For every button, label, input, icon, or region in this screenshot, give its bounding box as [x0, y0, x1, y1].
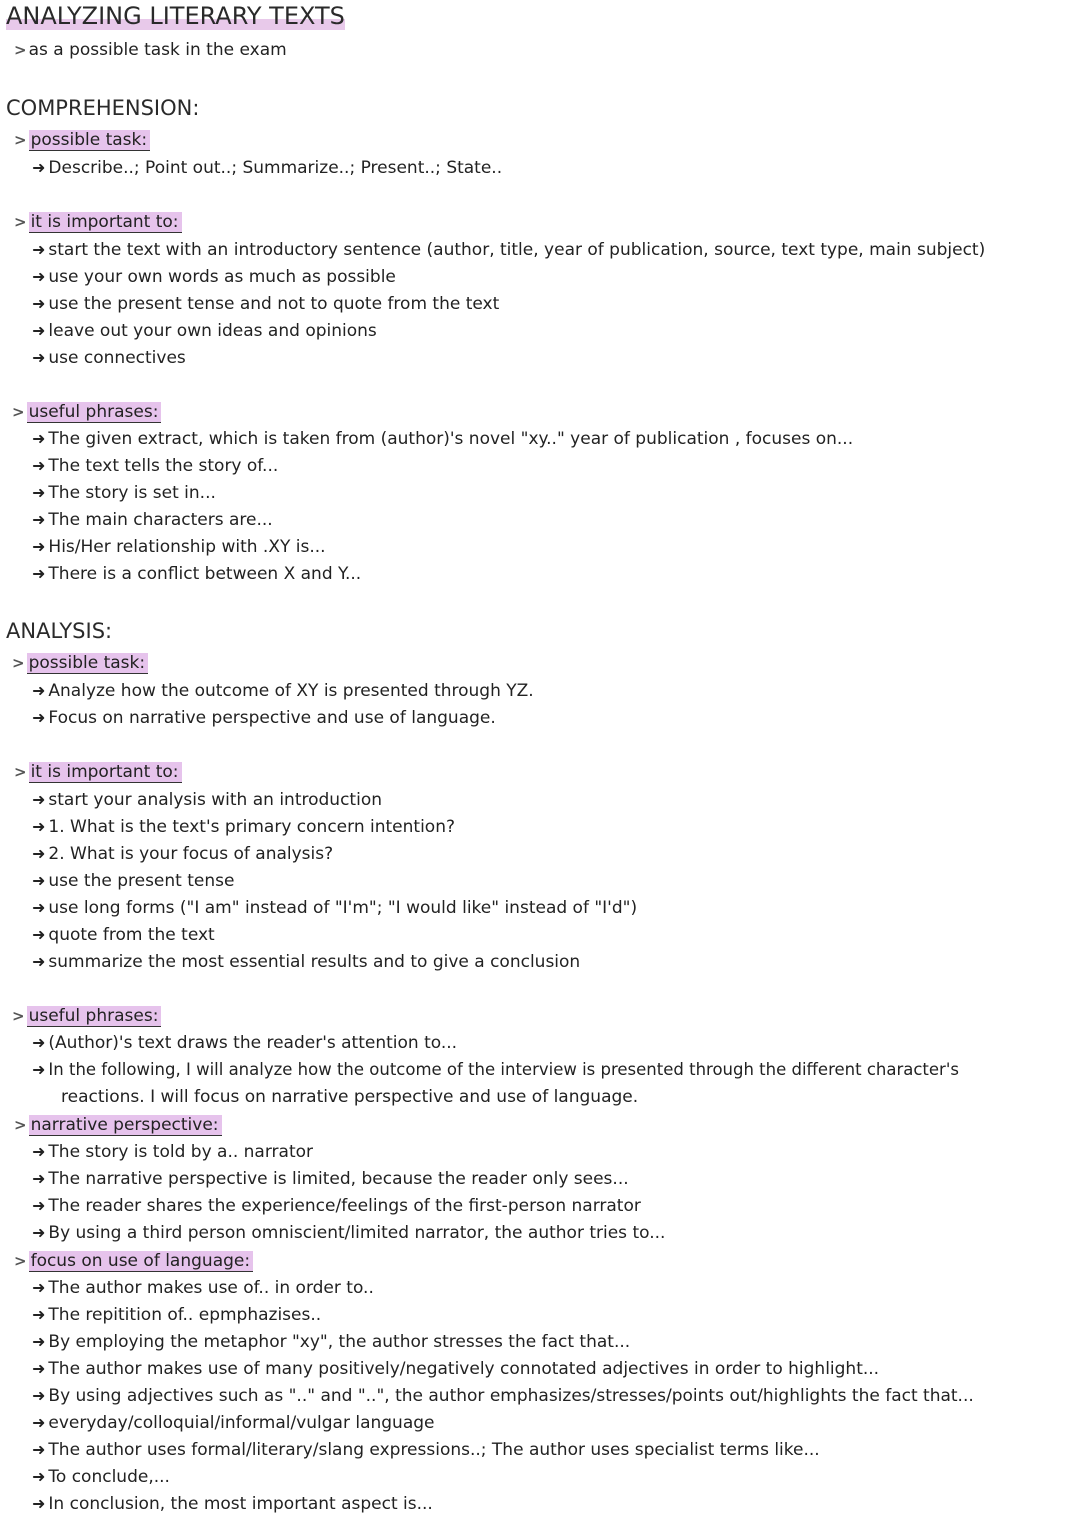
- language-focus-label: > focus on use of language:: [14, 1251, 253, 1271]
- list-item: ➜ start the text with an introductory sentence (author, title, year of publication, source, text type, main subject): [32, 240, 986, 260]
- comprehension-important-label: > it is important to:: [14, 212, 182, 232]
- list-item: ➜ There is a conflict between X and Y...: [32, 564, 362, 584]
- page-title: ANALYZING LITERARY TEXTS: [6, 2, 345, 30]
- list-item: ➜ The author uses formal/literary/slang expressions..; The author uses specialist terms like...: [32, 1440, 820, 1460]
- marker-icon: >: [12, 654, 25, 672]
- arrow-icon: ➜: [32, 1386, 46, 1405]
- list-item: ➜ By employing the metaphor "xy", the author stresses the fact that...: [32, 1332, 631, 1352]
- list-item: ➜ (Author)'s text draws the reader's attention to...: [32, 1033, 458, 1053]
- list-item: ➜ The repitition of.. epmphazises..: [32, 1305, 322, 1325]
- arrow-icon: ➜: [32, 708, 46, 727]
- analysis-task-label: > possible task:: [12, 653, 148, 673]
- marker-icon: >: [12, 1007, 25, 1025]
- list-item: ➜ everyday/colloquial/informal/vulgar language: [32, 1413, 435, 1433]
- list-item: ➜ quote from the text: [32, 925, 215, 945]
- list-item: ➜ His/Her relationship with .XY is...: [32, 537, 326, 557]
- list-item: ➜ leave out your own ideas and opinions: [32, 321, 377, 341]
- arrow-icon: ➜: [32, 321, 46, 340]
- arrow-icon: ➜: [32, 1413, 46, 1432]
- list-item: ➜ use connectives: [32, 348, 186, 368]
- arrow-icon: ➜: [32, 1033, 46, 1052]
- list-item: ➜ summarize the most essential results and to give a conclusion: [32, 952, 581, 972]
- arrow-icon: ➜: [32, 1359, 46, 1378]
- list-item: ➜ The text tells the story of...: [32, 456, 279, 476]
- list-item: ➜ Focus on narrative perspective and use of language.: [32, 708, 496, 728]
- list-item: ➜ The story is set in...: [32, 483, 216, 503]
- arrow-icon: ➜: [32, 429, 46, 448]
- arrow-icon: ➜: [32, 1060, 46, 1079]
- arrow-icon: ➜: [32, 1223, 46, 1242]
- arrow-icon: ➜: [32, 790, 46, 809]
- arrow-icon: ➜: [32, 898, 46, 917]
- marker-icon: >: [14, 213, 27, 231]
- list-item: ➜ use long forms ("I am" instead of "I'm"; "I would like" instead of "I'd"): [32, 898, 638, 918]
- list-item: ➜ By using a third person omniscient/limited narrator, the author tries to...: [32, 1223, 666, 1243]
- arrow-icon: ➜: [32, 1169, 46, 1188]
- arrow-icon: ➜: [32, 871, 46, 890]
- list-item: ➜ The narrative perspective is limited, because the reader only sees...: [32, 1169, 629, 1189]
- list-item: ➜ use your own words as much as possible: [32, 267, 396, 287]
- arrow-icon: ➜: [32, 267, 46, 286]
- marker-icon: >: [14, 763, 27, 781]
- marker-icon: >: [14, 41, 27, 59]
- marker-icon: >: [14, 131, 27, 149]
- arrow-icon: ➜: [32, 1305, 46, 1324]
- list-item: ➜ The author makes use of many positively/negatively connotated adjectives in order to highlight...: [32, 1359, 880, 1379]
- list-item: ➜ 1. What is the text's primary concern intention?: [32, 817, 455, 837]
- list-item: ➜ The given extract, which is taken from (author)'s novel "xy.." year of publication , focuses on...: [32, 429, 854, 449]
- arrow-icon: ➜: [32, 925, 46, 944]
- arrow-icon: ➜: [32, 564, 46, 583]
- arrow-icon: ➜: [32, 1332, 46, 1351]
- arrow-icon: ➜: [32, 510, 46, 529]
- comprehension-task-label: > possible task:: [14, 130, 150, 150]
- list-item-continuation: reactions. I will focus on narrative perspective and use of language.: [61, 1087, 639, 1107]
- list-item: ➜ use the present tense: [32, 871, 235, 891]
- list-item: ➜ 2. What is your focus of analysis?: [32, 844, 334, 864]
- list-item: ➜ The reader shares the experience/feelings of the first-person narrator: [32, 1196, 641, 1216]
- arrow-icon: ➜: [32, 952, 46, 971]
- arrow-icon: ➜: [32, 1142, 46, 1161]
- arrow-icon: ➜: [32, 1467, 46, 1486]
- arrow-icon: ➜: [32, 240, 46, 259]
- arrow-icon: ➜: [32, 158, 46, 177]
- list-item: ➜ The main characters are...: [32, 510, 273, 530]
- arrow-icon: ➜: [32, 817, 46, 836]
- list-item: ➜ Describe..; Point out..; Summarize..; Present..; State..: [32, 158, 503, 178]
- marker-icon: >: [12, 403, 25, 421]
- list-item: ➜ In the following, I will analyze how the outcome of the interview is presented through the different character's: [32, 1060, 959, 1079]
- subtitle: > as a possible task in the exam: [14, 40, 287, 60]
- arrow-icon: ➜: [32, 294, 46, 313]
- comprehension-phrases-label: > useful phrases:: [12, 402, 161, 422]
- marker-icon: >: [14, 1252, 27, 1270]
- marker-icon: >: [14, 1116, 27, 1134]
- arrow-icon: ➜: [32, 456, 46, 475]
- list-item: ➜ start your analysis with an introduction: [32, 790, 382, 810]
- list-item: ➜ To conclude,...: [32, 1467, 170, 1487]
- list-item: ➜ use the present tense and not to quote from the text: [32, 294, 500, 314]
- list-item: ➜ The story is told by a.. narrator: [32, 1142, 314, 1162]
- list-item: ➜ By using adjectives such as ".." and "..", the author emphasizes/stresses/points out/highlights the fact that...: [32, 1386, 974, 1406]
- list-item: ➜ Analyze how the outcome of XY is presented through YZ.: [32, 681, 534, 701]
- analysis-heading: ANALYSIS:: [6, 619, 113, 643]
- list-item: ➜ In conclusion, the most important aspect is...: [32, 1494, 433, 1514]
- arrow-icon: ➜: [32, 483, 46, 502]
- arrow-icon: ➜: [32, 348, 46, 367]
- arrow-icon: ➜: [32, 681, 46, 700]
- list-item: ➜ The author makes use of.. in order to..: [32, 1278, 374, 1298]
- arrow-icon: ➜: [32, 1494, 46, 1513]
- narrative-perspective-label: > narrative perspective:: [14, 1115, 222, 1135]
- arrow-icon: ➜: [32, 844, 46, 863]
- arrow-icon: ➜: [32, 537, 46, 556]
- arrow-icon: ➜: [32, 1278, 46, 1297]
- comprehension-heading: COMPREHENSION:: [6, 96, 200, 120]
- arrow-icon: ➜: [32, 1196, 46, 1215]
- arrow-icon: ➜: [32, 1440, 46, 1459]
- analysis-important-label: > it is important to:: [14, 762, 182, 782]
- analysis-phrases-label: > useful phrases:: [12, 1006, 161, 1026]
